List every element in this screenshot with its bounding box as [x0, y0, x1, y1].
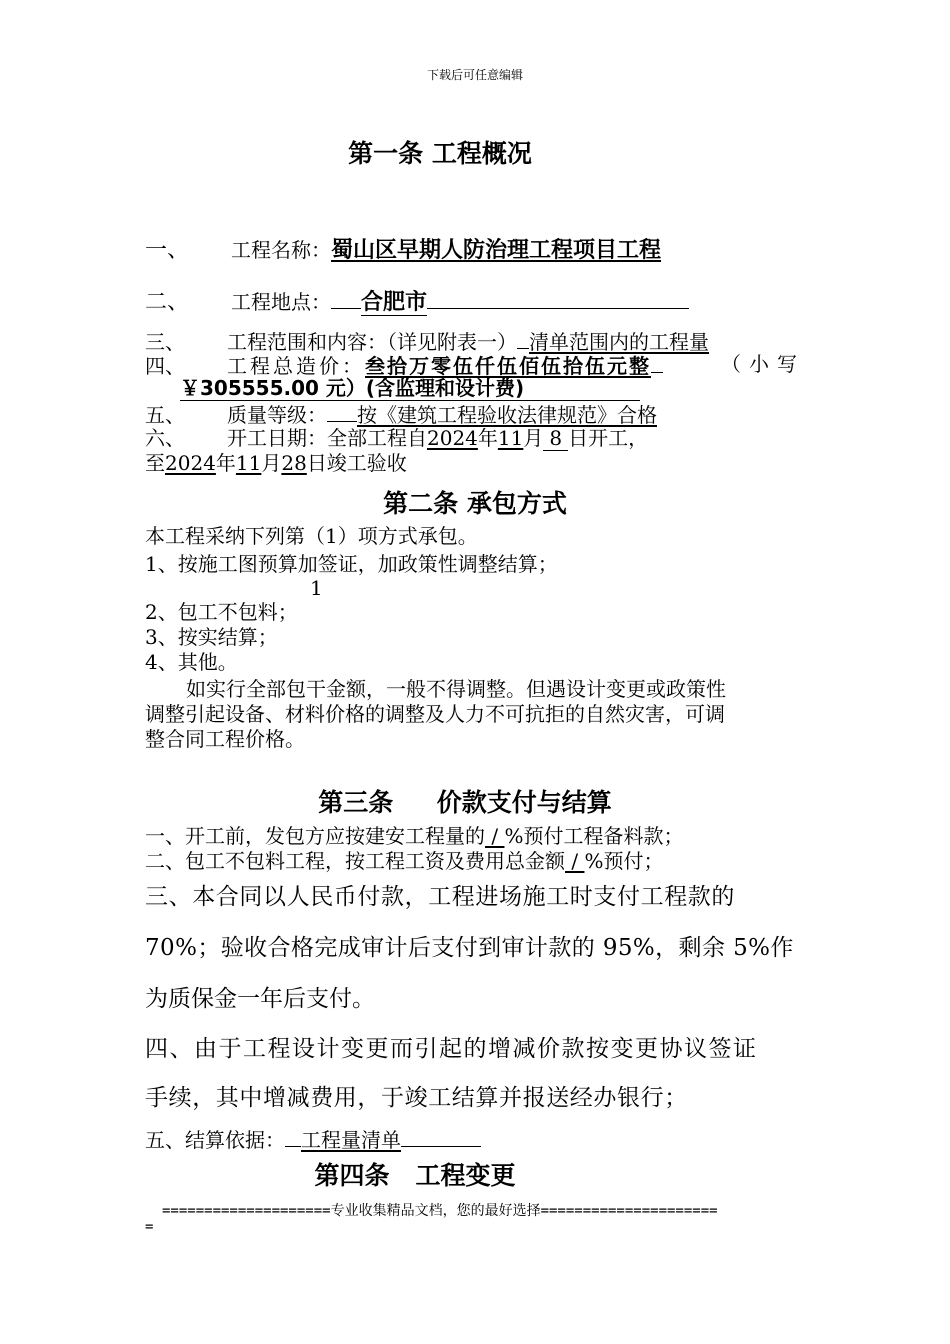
- payment-line-1: [145, 824, 683, 848]
- page-header: 下载后可任意编辑: [426, 68, 523, 82]
- payment-clause-3-line-1: 三、本合同以人民币付款，工程进场施工时支付工程款的: [145, 884, 735, 910]
- project-scope-value: 清单范围内的工程量: [529, 330, 709, 354]
- total-cost-words: 叁拾万零伍仟伍佰伍拾伍元整: [365, 354, 651, 378]
- payment-clause-4-line-2: 手续，其中增减费用，于竣工结算并报送经办银行；: [145, 1085, 688, 1111]
- payment-text: 一、开工前，发包方应按建安工程量的: [145, 824, 485, 848]
- payment-clause-3-line-2: 70%；验收合格完成审计后支付到审计款的 95%，剩余 5%作: [145, 935, 794, 961]
- section-2-title: 第二条 承包方式: [383, 489, 567, 518]
- payment-text: %预付工程备料款；: [504, 824, 684, 848]
- project-location-value: 合肥市: [361, 290, 428, 315]
- end-suffix: 日竣工验收: [306, 451, 407, 475]
- year-char: 年: [215, 451, 236, 475]
- start-day: 8: [543, 426, 568, 451]
- start-month: 11: [497, 426, 524, 450]
- year-char: 年: [477, 426, 498, 450]
- payment-line-5: [145, 1126, 481, 1152]
- section-1-title: 第一条 工程概况: [348, 139, 532, 168]
- item-label: 开工日期：全部工程自: [227, 426, 427, 450]
- payment-text: 二、包工不包料工程，按工程工资及费用总金额: [145, 849, 565, 873]
- item-number: 一、: [145, 238, 190, 263]
- underline-blank: [427, 288, 689, 309]
- payment-text: %预付；: [584, 849, 664, 873]
- end-day: 28: [281, 451, 307, 475]
- line-start-date: [145, 426, 648, 450]
- prepay-percent-blank: /: [565, 849, 585, 873]
- quality-value: 按《建筑工程验收法律规范》合格: [357, 403, 657, 427]
- paragraph-line-2: 调整引起设备、材料价格的调整及人力不可抗拒的自然灾害，可调: [145, 702, 725, 726]
- item-label: 工程地点：: [231, 290, 332, 314]
- underline-blank: [517, 328, 529, 349]
- month-char: 月: [523, 426, 544, 450]
- item-number: 五、: [145, 403, 185, 427]
- item-number: 三、: [145, 330, 185, 354]
- option-2: 2、包工不包料；: [145, 600, 298, 624]
- item-number: 四、: [145, 354, 185, 378]
- total-cost-tail: （小写: [721, 352, 805, 376]
- end-month: 11: [235, 451, 262, 475]
- contract-intro: 本工程采纳下列第（1）项方式承包。: [145, 524, 478, 548]
- payment-line-2: [145, 849, 663, 873]
- line-end-date: [145, 451, 407, 475]
- total-cost-numeric: ￥305555.00 元）(含监理和设计费): [180, 376, 640, 401]
- underline-blank: [401, 1126, 481, 1147]
- page-number: 1: [310, 576, 323, 600]
- project-name-value: 蜀山区早期人防治理工程项目工程: [331, 238, 662, 263]
- item-number: 六、: [145, 426, 185, 450]
- underline-blank: [331, 288, 361, 309]
- start-year: 2024: [427, 426, 478, 450]
- settlement-basis-value: 工程量清单: [301, 1128, 401, 1152]
- line-project-location: [145, 288, 689, 316]
- end-prefix: 至: [145, 451, 165, 475]
- option-3: 3、按实结算；: [145, 625, 278, 649]
- settlement-label: 五、结算依据：: [145, 1128, 285, 1152]
- month-char: 月: [261, 451, 282, 475]
- payment-clause-3-line-3: 为质保金一年后支付。: [145, 986, 375, 1012]
- line-project-name: [145, 237, 661, 264]
- payment-clause-4-line-1: 四、由于工程设计变更而引起的增减价款按变更协议签证: [145, 1036, 758, 1062]
- end-year: 2024: [165, 451, 216, 475]
- item-label: 工程总造价：: [227, 354, 365, 378]
- section-3-title: 第三条 价款支付与结算: [318, 788, 612, 817]
- underline-blank: [327, 401, 357, 422]
- line-total-cost: [145, 352, 805, 378]
- item-label: 工程范围和内容：（详见附表一）: [227, 330, 517, 354]
- underline-blank: [651, 352, 663, 373]
- underline-blank: [285, 1126, 301, 1147]
- footer-banner: ====================专业收集精品文档，您的最好选择=====================: [162, 1203, 718, 1219]
- start-suffix: 日开工，: [568, 426, 649, 450]
- option-4: 4、其他。: [145, 650, 238, 674]
- item-number: 二、: [145, 290, 190, 315]
- section-4-title: 第四条 工程变更: [314, 1161, 516, 1190]
- paragraph-line-3: 整合同工程价格。: [145, 727, 305, 751]
- option-1: 1、按施工图预算加签证，加政策性调整结算；: [145, 552, 558, 576]
- paragraph-line-1: 如实行全部包干金额，一般不得调整。但遇设计变更或政策性: [186, 677, 726, 701]
- item-label: 工程名称：: [231, 238, 332, 262]
- footer-banner-continuation: =: [145, 1219, 154, 1235]
- line-quality: [145, 401, 657, 427]
- advance-percent-blank: /: [485, 824, 505, 848]
- item-label: 质量等级：: [227, 403, 327, 427]
- line-project-scope: [145, 328, 709, 354]
